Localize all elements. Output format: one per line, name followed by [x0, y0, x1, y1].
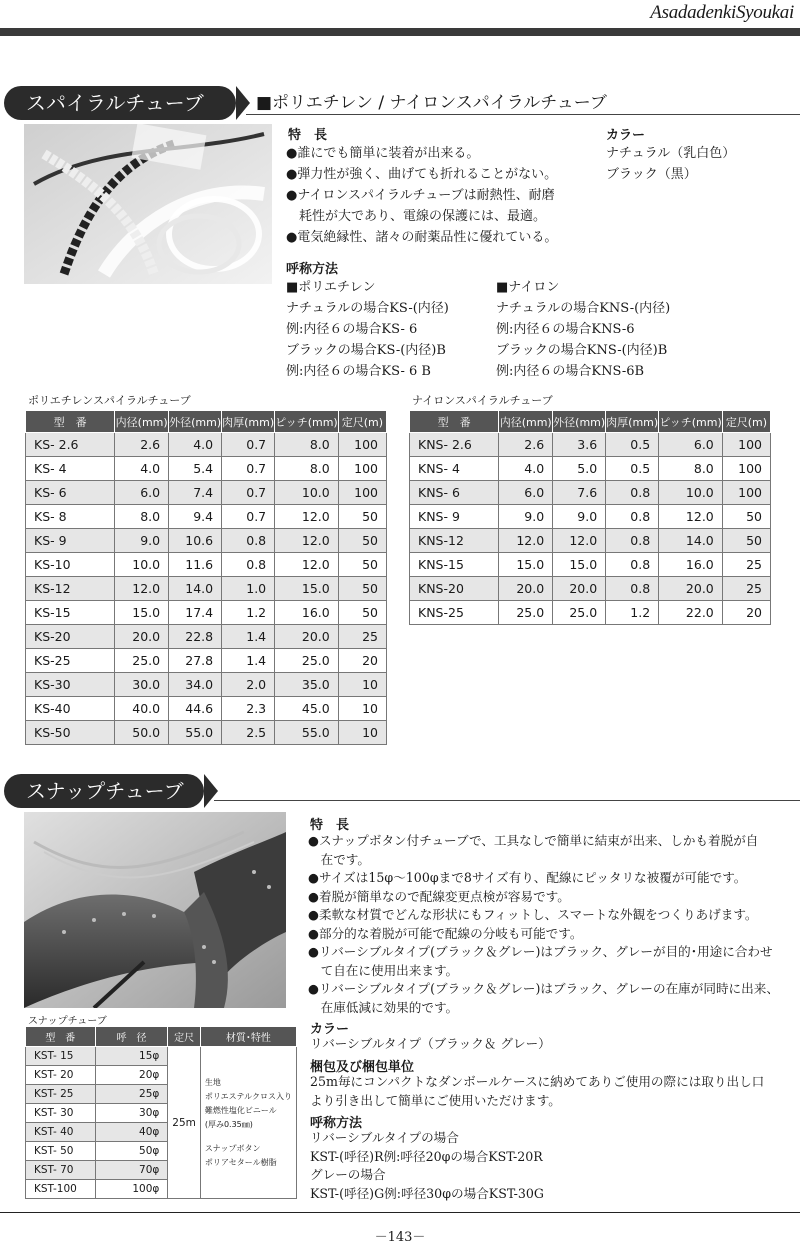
naming-line: KST-(呼径)G例:呼径30φの場合KST-30G: [310, 1185, 544, 1201]
column-header: 内径(mm): [115, 411, 169, 433]
ny-table-title: ナイロンスパイラルチューブ: [412, 394, 553, 407]
value-cell: 9.0: [499, 505, 553, 529]
feature-item: ●スナップボタン付チューブで、工具なしで簡単に結束が出来、しかも着脱が自: [308, 833, 759, 848]
value-cell: 50: [338, 601, 386, 625]
table-header-row: [26, 411, 387, 433]
color-list: [606, 143, 735, 185]
model-cell: KNS- 4: [410, 457, 499, 481]
column-header: 定尺: [168, 1027, 201, 1047]
naming-line: 例:内径６の場合KNS-6: [496, 322, 635, 337]
value-cell: 50φ: [95, 1142, 168, 1161]
model-cell: KNS- 6: [410, 481, 499, 505]
material-line: [205, 1132, 292, 1142]
table-header-row: [26, 1027, 297, 1047]
value-cell: 100: [338, 457, 386, 481]
column-header: ピッチ(mm): [275, 411, 339, 433]
value-cell: 50: [338, 505, 386, 529]
table-row: [410, 457, 771, 481]
value-cell: 10.0: [659, 481, 723, 505]
color-text: リバーシブルタイプ（ブラック＆ グレー）: [310, 1036, 551, 1051]
value-cell: 70φ: [95, 1161, 168, 1180]
value-cell: 8.0: [275, 433, 339, 457]
value-cell: 25: [722, 577, 770, 601]
value-cell: 16.0: [275, 601, 339, 625]
naming-line: ナチュラルの場合KNS-(内径): [496, 301, 671, 316]
value-cell: 0.8: [606, 577, 659, 601]
value-cell: 25.0: [499, 601, 553, 625]
value-cell: 0.8: [606, 529, 659, 553]
model-cell: KS- 8: [26, 505, 115, 529]
feature-item: ●柔軟な材質でどんな形状にもフィットし、スマートな外観をつくりあげます。: [308, 907, 758, 922]
model-cell: KNS-15: [410, 553, 499, 577]
model-cell: KNS-20: [410, 577, 499, 601]
value-cell: 25.0: [275, 649, 339, 673]
value-cell: 2.6: [115, 433, 169, 457]
model-cell: KST- 15: [26, 1047, 96, 1066]
value-cell: 15.0: [115, 601, 169, 625]
value-cell: 50: [338, 577, 386, 601]
column-header: 材質･特性: [200, 1027, 296, 1047]
table-row: [410, 601, 771, 625]
feature-item: ●リバーシブルタイプ(ブラック＆グレー)はブラック、グレーの在庫が同時に出来、: [308, 981, 779, 996]
value-cell: 27.8: [169, 649, 222, 673]
length-cell: 25m: [168, 1047, 201, 1199]
spiral-tube-photo: [24, 124, 272, 284]
table-row: [26, 529, 387, 553]
material-line: スナップボタン: [204, 1143, 261, 1153]
value-cell: 1.4: [222, 649, 275, 673]
table-row: [410, 577, 771, 601]
value-cell: 0.7: [222, 481, 275, 505]
value-cell: 0.8: [222, 553, 275, 577]
page-number: －143－: [374, 1230, 426, 1245]
value-cell: 6.0: [659, 433, 723, 457]
naming-nylon: [496, 277, 670, 382]
naming-line: グレーの場合: [310, 1167, 386, 1182]
table-row: [410, 529, 771, 553]
value-cell: 0.7: [222, 433, 275, 457]
value-cell: 14.0: [659, 529, 723, 553]
value-cell: 15.0: [553, 553, 606, 577]
table-row: [26, 697, 387, 721]
value-cell: 10.6: [169, 529, 222, 553]
value-cell: 55.0: [169, 721, 222, 745]
model-cell: KS-50: [26, 721, 115, 745]
value-cell: 8.0: [659, 457, 723, 481]
section-rule: [246, 114, 800, 115]
section-title-spiral: スパイラルチューブ: [4, 86, 236, 120]
model-cell: KST- 20: [26, 1066, 96, 1085]
brand-title: AsadadenkiSyoukai: [650, 2, 794, 23]
table-row: [26, 673, 387, 697]
snap-table-title: スナップチューブ: [28, 1016, 107, 1027]
value-cell: 50: [722, 505, 770, 529]
value-cell: 10: [338, 721, 386, 745]
table-row: [26, 1047, 297, 1066]
model-cell: KST-100: [26, 1180, 96, 1199]
material-line: 難燃性塩化ビニール: [204, 1105, 277, 1115]
table-row: [26, 601, 387, 625]
value-cell: 2.6: [499, 433, 553, 457]
value-cell: 100: [722, 481, 770, 505]
column-header: 肉厚(mm): [222, 411, 275, 433]
material-line: (厚み0.35㎜): [204, 1119, 253, 1129]
pack-line: より引き出して簡単にご使用いただけます。: [310, 1092, 561, 1108]
value-cell: 12.0: [499, 529, 553, 553]
feature-item: て自在に使用出来ます。: [308, 962, 459, 978]
feature-item: ●電気絶縁性、諸々の耐薬品性に優れている。: [286, 230, 558, 245]
column-header: 型 番: [410, 411, 499, 433]
value-cell: 15.0: [275, 577, 339, 601]
feature-item: 在庫低減に効果的です。: [308, 999, 459, 1015]
value-cell: 2.0: [222, 673, 275, 697]
value-cell: 9.0: [553, 505, 606, 529]
value-cell: 12.0: [659, 505, 723, 529]
value-cell: 1.0: [222, 577, 275, 601]
value-cell: 17.4: [169, 601, 222, 625]
model-cell: KST- 50: [26, 1142, 96, 1161]
color-heading: カラー: [606, 128, 646, 143]
naming-line: 例:内径６の場合KS- 6: [286, 322, 418, 337]
value-cell: 2.5: [222, 721, 275, 745]
column-header: 定尺(m): [338, 411, 386, 433]
table-row: [26, 481, 387, 505]
table-row: [26, 553, 387, 577]
features-list: [308, 832, 779, 1017]
material-cell: [200, 1047, 296, 1199]
value-cell: 40.0: [115, 697, 169, 721]
naming-line: ブラックの場合KS-(内径)B: [286, 343, 446, 358]
value-cell: 0.8: [606, 481, 659, 505]
table-row: [26, 649, 387, 673]
model-cell: KS-10: [26, 553, 115, 577]
value-cell: 12.0: [275, 505, 339, 529]
pack-line: 25m毎にコンパクトなダンボールケースに納めてありご使用の際には取り出し口: [310, 1074, 765, 1089]
value-cell: 0.8: [606, 553, 659, 577]
naming-line: ブラックの場合KNS-(内径)B: [496, 343, 668, 358]
value-cell: 44.6: [169, 697, 222, 721]
model-cell: KS-40: [26, 697, 115, 721]
column-header: 外径(mm): [553, 411, 606, 433]
section-title-snap: スナップチューブ: [4, 774, 204, 808]
value-cell: 11.6: [169, 553, 222, 577]
pack-heading: 梱包及び梱包単位: [310, 1060, 415, 1075]
value-cell: 2.3: [222, 697, 275, 721]
table-row: [410, 553, 771, 577]
value-cell: 20.0: [275, 625, 339, 649]
value-cell: 9.0: [115, 529, 169, 553]
naming-line: KST-(呼径)R例:呼径20φの場合KST-20R: [310, 1148, 543, 1164]
naming-line: リバーシブルタイプの場合: [310, 1130, 459, 1145]
value-cell: 20: [338, 649, 386, 673]
table-header-row: [410, 411, 771, 433]
column-header: 型 番: [26, 411, 115, 433]
value-cell: 0.5: [606, 457, 659, 481]
value-cell: 3.6: [553, 433, 606, 457]
value-cell: 7.4: [169, 481, 222, 505]
section-subtitle-spiral: ■ポリエチレン / ナイロンスパイラルチューブ: [256, 93, 607, 113]
value-cell: 22.0: [659, 601, 723, 625]
table-row: [410, 505, 771, 529]
model-cell: KS-15: [26, 601, 115, 625]
model-cell: KS-25: [26, 649, 115, 673]
color-heading: カラー: [310, 1022, 350, 1037]
value-cell: 8.0: [115, 505, 169, 529]
value-cell: 40φ: [95, 1123, 168, 1142]
value-cell: 30.0: [115, 673, 169, 697]
value-cell: 5.4: [169, 457, 222, 481]
material-line: 生地: [204, 1077, 221, 1087]
model-cell: KS- 2.6: [26, 433, 115, 457]
table-row: [26, 721, 387, 745]
feature-item: ●弾力性が強く、曲げても折れることがない。: [286, 167, 558, 182]
value-cell: 10: [338, 673, 386, 697]
model-cell: KNS- 2.6: [410, 433, 499, 457]
value-cell: 25φ: [95, 1085, 168, 1104]
value-cell: 25: [722, 553, 770, 577]
value-cell: 55.0: [275, 721, 339, 745]
value-cell: 16.0: [659, 553, 723, 577]
pack-text: [310, 1073, 764, 1110]
material-line: ポリエステルクロス入り: [204, 1091, 292, 1101]
value-cell: 100: [338, 481, 386, 505]
value-cell: 7.6: [553, 481, 606, 505]
model-cell: KST- 25: [26, 1085, 96, 1104]
value-cell: 100: [722, 433, 770, 457]
value-cell: 6.0: [115, 481, 169, 505]
value-cell: 25.0: [115, 649, 169, 673]
value-cell: 45.0: [275, 697, 339, 721]
value-cell: 0.7: [222, 457, 275, 481]
value-cell: 100φ: [95, 1180, 168, 1199]
naming-line: ■ナイロン: [496, 280, 560, 295]
value-cell: 20.0: [659, 577, 723, 601]
value-cell: 22.8: [169, 625, 222, 649]
value-cell: 50.0: [115, 721, 169, 745]
value-cell: 50: [722, 529, 770, 553]
value-cell: 100: [338, 433, 386, 457]
feature-item: 耗性が大であり、電線の保護には、最適。: [286, 209, 547, 224]
model-cell: KS- 4: [26, 457, 115, 481]
pe-table-title: ポリエチレンスパイラルチューブ: [28, 394, 191, 407]
feature-item: ●誰にでも簡単に装着が出来る。: [286, 146, 480, 161]
column-header: 外径(mm): [169, 411, 222, 433]
table-row: [26, 577, 387, 601]
naming-list: [310, 1129, 544, 1203]
column-header: 内径(mm): [499, 411, 553, 433]
value-cell: 10.0: [115, 553, 169, 577]
value-cell: 12.0: [275, 553, 339, 577]
table-row: [26, 505, 387, 529]
value-cell: 0.5: [606, 433, 659, 457]
value-cell: 4.0: [169, 433, 222, 457]
value-cell: 20: [722, 601, 770, 625]
value-cell: 1.2: [606, 601, 659, 625]
features-heading: 特 長: [310, 818, 350, 833]
model-cell: KS-12: [26, 577, 115, 601]
pe-spec-table: [25, 410, 387, 745]
value-cell: 34.0: [169, 673, 222, 697]
features-list: [286, 143, 557, 248]
naming-heading: 呼称方法: [286, 262, 339, 277]
table-row: [410, 433, 771, 457]
model-cell: KNS- 9: [410, 505, 499, 529]
value-cell: 0.8: [606, 505, 659, 529]
feature-item: ●サイズは15φ～100φまで8サイズ有り、配線にピッタリな被覆が可能です。: [308, 870, 747, 885]
value-cell: 30φ: [95, 1104, 168, 1123]
value-cell: 12.0: [275, 529, 339, 553]
snap-spec-table: [25, 1026, 297, 1199]
value-cell: 14.0: [169, 577, 222, 601]
table-row: [26, 457, 387, 481]
value-cell: 20.0: [499, 577, 553, 601]
model-cell: KNS-25: [410, 601, 499, 625]
feature-item: ●ナイロンスパイラルチューブは耐熱性、耐磨: [286, 188, 555, 203]
value-cell: 15φ: [95, 1047, 168, 1066]
value-cell: 100: [722, 457, 770, 481]
value-cell: 50: [338, 553, 386, 577]
feature-item: ●着脱が簡単なので配線変更点検が容易です。: [308, 888, 570, 904]
model-cell: KST- 70: [26, 1161, 96, 1180]
value-cell: 4.0: [115, 457, 169, 481]
value-cell: 10: [338, 697, 386, 721]
features-heading: 特 長: [288, 128, 328, 143]
value-cell: 1.2: [222, 601, 275, 625]
value-cell: 0.8: [222, 529, 275, 553]
model-cell: KS-30: [26, 673, 115, 697]
value-cell: 0.7: [222, 505, 275, 529]
model-cell: KST- 30: [26, 1104, 96, 1123]
column-header: 定尺(m): [722, 411, 770, 433]
value-cell: 25.0: [553, 601, 606, 625]
naming-line: ナチュラルの場合KS-(内径): [286, 301, 449, 316]
model-cell: KS- 9: [26, 529, 115, 553]
value-cell: 5.0: [553, 457, 606, 481]
value-cell: 50: [338, 529, 386, 553]
naming-line: 例:内径６の場合KS- 6 B: [286, 364, 431, 379]
model-cell: KS- 6: [26, 481, 115, 505]
value-cell: 10.0: [275, 481, 339, 505]
color-item: ナチュラル（乳白色）: [606, 146, 736, 161]
value-cell: 12.0: [553, 529, 606, 553]
naming-line: ■ポリエチレン: [286, 280, 376, 295]
footer-rule: [0, 1212, 800, 1213]
table-row: [26, 433, 387, 457]
header-bar: [0, 28, 800, 36]
feature-item: ●リバーシブルタイプ(ブラック＆グレー)はブラック、グレーが目的･用途に合わせ: [308, 944, 773, 959]
column-header: 肉厚(mm): [606, 411, 659, 433]
ny-spec-table: [409, 410, 771, 625]
value-cell: 20.0: [115, 625, 169, 649]
value-cell: 1.4: [222, 625, 275, 649]
naming-heading: 呼称方法: [310, 1116, 363, 1131]
value-cell: 8.0: [275, 457, 339, 481]
column-header: 型 番: [26, 1027, 96, 1047]
table-row: [26, 625, 387, 649]
naming-polyethylene: [286, 277, 449, 382]
value-cell: 20.0: [553, 577, 606, 601]
value-cell: 9.4: [169, 505, 222, 529]
model-cell: KS-20: [26, 625, 115, 649]
value-cell: 6.0: [499, 481, 553, 505]
snap-tube-photo: [24, 812, 286, 1008]
table-row: [410, 481, 771, 505]
column-header: ピッチ(mm): [659, 411, 723, 433]
value-cell: 35.0: [275, 673, 339, 697]
value-cell: 12.0: [115, 577, 169, 601]
value-cell: 4.0: [499, 457, 553, 481]
feature-item: ●部分的な着脱が可能で配線の分岐も可能です。: [308, 925, 583, 941]
value-cell: 25: [338, 625, 386, 649]
color-item: ブラック（黒）: [606, 167, 697, 182]
feature-item: 在です。: [308, 851, 370, 867]
column-header: 呼 径: [95, 1027, 168, 1047]
value-cell: 20φ: [95, 1066, 168, 1085]
model-cell: KST- 40: [26, 1123, 96, 1142]
section-rule: [214, 800, 800, 801]
naming-line: 例:内径６の場合KNS-6B: [496, 364, 645, 379]
material-line: ポリアセタール樹脂: [204, 1157, 277, 1167]
model-cell: KNS-12: [410, 529, 499, 553]
value-cell: 15.0: [499, 553, 553, 577]
